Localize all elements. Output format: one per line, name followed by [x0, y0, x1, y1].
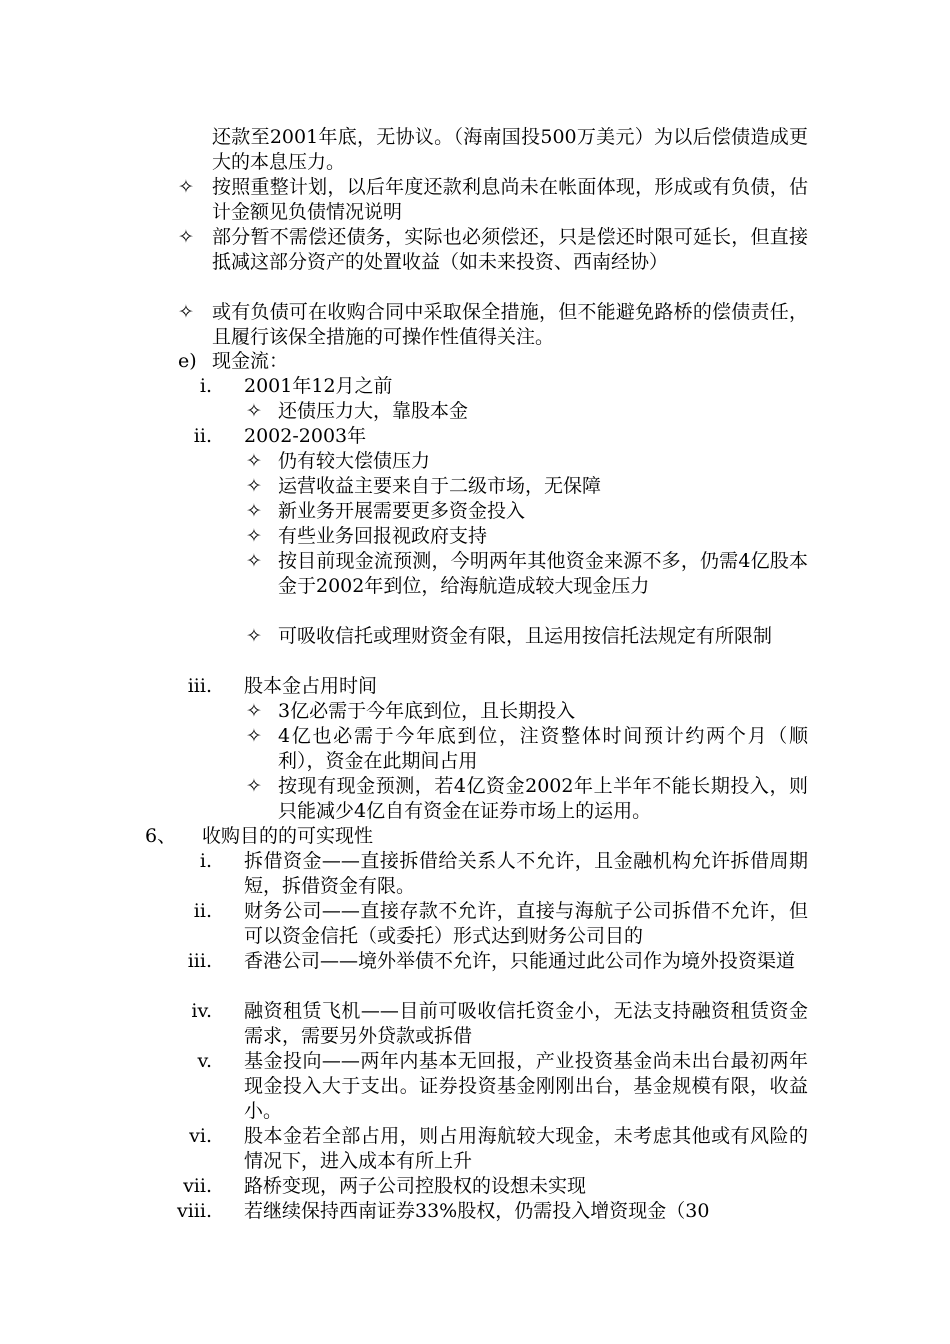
diamond-bullet-icon: ✧	[246, 475, 262, 497]
roman-marker: v.	[197, 1050, 212, 1072]
diamond-bullet-icon: ✧	[178, 176, 194, 198]
list-item-text: 路桥变现，两子公司控股权的设想未实现	[244, 1175, 587, 1197]
bullet-text: 有些业务回报视政府支持	[278, 525, 488, 547]
diamond-bullet-icon: ✧	[246, 525, 262, 547]
list-item-text: 基金投向——两年内基本无回报，产业投资基金尚未出台最初两年现金投入大于支出。证券投资基金刚刚出台，基金规模有限，收益小。	[244, 1050, 808, 1122]
list-item-text: 股本金占用时间	[244, 675, 378, 697]
bullet-text: 按照重整计划，以后年度还款利息尚未在帐面体现，形成或有负债，估计金额见负债情况说明	[212, 176, 808, 223]
roman-marker: ii.	[193, 900, 212, 922]
diamond-bullet-icon: ✧	[246, 775, 262, 797]
bullet-text: 还债压力大，靠股本金	[278, 400, 469, 422]
diamond-bullet-icon: ✧	[246, 625, 262, 647]
bullet-text: 部分暂不需偿还债务，实际也必须偿还，只是偿还时限可延长，但直接抵减这部分资产的处置收益（如未来投资、西南经协）	[212, 226, 808, 273]
list-item-text: 2002-2003年	[244, 425, 367, 447]
diamond-bullet-icon: ✧	[246, 550, 262, 572]
section-number: 6、	[145, 825, 177, 847]
roman-marker: i.	[199, 375, 212, 397]
list-item-text: 财务公司——直接存款不允许，直接与海航子公司拆借不允许，但可以资金信托（或委托）形式达到财务公司目的	[244, 900, 808, 947]
roman-marker: viii.	[176, 1200, 212, 1222]
diamond-bullet-icon: ✧	[178, 301, 194, 323]
bullet-text: 按目前现金流预测，今明两年其他资金来源不多，仍需4亿股本金于2002年到位，给海航造成较大现金压力	[278, 550, 808, 597]
diamond-bullet-icon: ✧	[246, 700, 262, 722]
diamond-bullet-icon: ✧	[246, 725, 262, 747]
bullet-text: 4亿也必需于今年底到位，注资整体时间预计约两个月（顺利），资金在此期间占用	[278, 725, 808, 772]
diamond-bullet-icon: ✧	[246, 500, 262, 522]
list-item-text: 若继续保持西南证券33%股权，仍需投入增资现金（30	[244, 1200, 710, 1222]
section-heading: 现金流：	[212, 350, 289, 372]
paragraph-continuation: 还款至2001年底，无协议。（海南国投500万美元）为以后偿债造成更大的本息压力。	[212, 126, 808, 173]
bullet-text: 运营收益主要来自于二级市场，无保障	[278, 475, 602, 497]
list-item-text: 拆借资金——直接拆借给关系人不允许，且金融机构允许拆借周期短，拆借资金有限。	[244, 850, 808, 897]
diamond-bullet-icon: ✧	[246, 450, 262, 472]
roman-marker: iv.	[191, 1000, 212, 1022]
diamond-bullet-icon: ✧	[178, 226, 194, 248]
bullet-text: 可吸收信托或理财资金有限，且运用按信托法规定有所限制	[278, 625, 773, 647]
list-item-text: 股本金若全部占用，则占用海航较大现金，未考虑其他或有风险的情况下，进入成本有所上升	[244, 1125, 808, 1172]
list-marker: e)	[178, 350, 197, 372]
list-item-text: 香港公司——境外举债不允许，只能通过此公司作为境外投资渠道	[244, 950, 796, 972]
list-item-text: 融资租赁飞机——目前可吸收信托资金小，无法支持融资租赁资金需求，需要另外贷款或拆借	[244, 1000, 808, 1047]
list-item-text: 2001年12月之前	[244, 375, 393, 397]
roman-marker: i.	[199, 850, 212, 872]
diamond-bullet-icon: ✧	[246, 400, 262, 422]
bullet-text: 仍有较大偿债压力	[278, 450, 431, 472]
bullet-text: 或有负债可在收购合同中采取保全措施，但不能避免路桥的偿债责任，且履行该保全措施的可操作性值得关注。	[212, 301, 808, 348]
roman-marker: iii.	[187, 675, 212, 697]
bullet-text: 3亿必需于今年底到位，且长期投入	[278, 700, 576, 722]
bullet-text: 新业务开展需要更多资金投入	[278, 500, 526, 522]
bullet-text: 按现有现金预测，若4亿资金2002年上半年不能长期投入，则只能减少4亿自有资金在证券市场上的运用。	[278, 775, 808, 822]
roman-marker: vi.	[189, 1125, 212, 1147]
roman-marker: iii.	[187, 950, 212, 972]
roman-marker: vii.	[183, 1175, 212, 1197]
section-heading: 收购目的的可实现性	[202, 825, 374, 847]
roman-marker: ii.	[193, 425, 212, 447]
